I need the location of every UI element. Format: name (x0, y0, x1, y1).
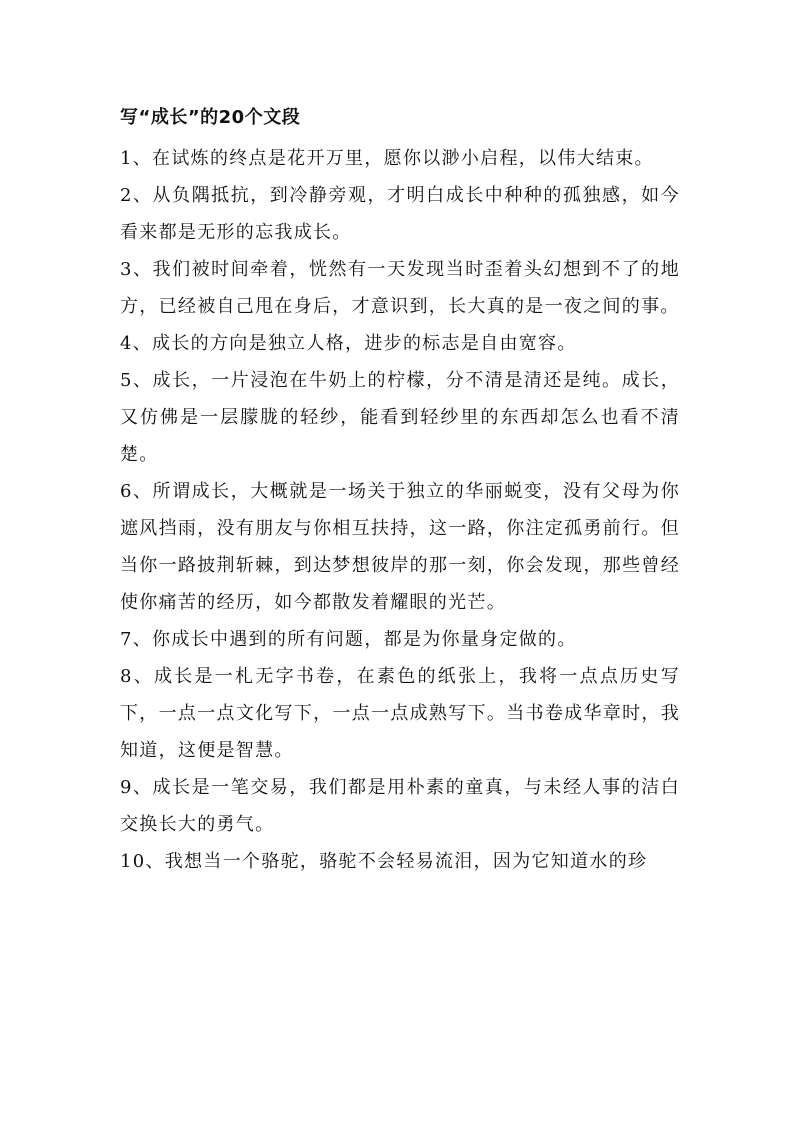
paragraph-4: 4、成长的方向是独立人格，进步的标志是自由宽容。 (120, 333, 577, 354)
paragraph-3: 3、我们被时间牵着，恍然有一天发现当时歪着头幻想到不了的地方，已经被自己甩在身后，才意识到，长大真的是一夜之间的事。 (120, 259, 680, 317)
paragraph-1: 1、在试炼的终点是花开万里，愿你以渺小启程，以伟大结束。 (120, 148, 654, 169)
document-page (120, 100, 680, 880)
paragraph-8: 8、成长是一札无字书卷，在素色的纸张上，我将一点点历史写下，一点一点文化写下，一点一点成熟写下。当书卷成华章时，我知道，这便是智慧。 (120, 666, 680, 761)
paragraph-10: 10、我想当一个骆驼，骆驼不会轻易流泪，因为它知道水的珍 (120, 851, 648, 872)
paragraph-2: 2、从负隅抵抗，到冷静旁观，才明白成长中种种的孤独感，如今看来都是无形的忘我成长。 (120, 185, 680, 243)
paragraph-7: 7、你成长中遇到的所有问题，都是为你量身定做的。 (120, 629, 577, 650)
paragraph-6: 6、所谓成长，大概就是一场关于独立的华丽蜕变，没有父母为你遮风挡雨，没有朋友与你相互扶持，这一路，你注定孤勇前行。但当你一路披荆斩棘，到达梦想彼岸的那一刻，你会发现，那些曾经使你痛苦的经历，如今都散发着耀眼的光芒。 (120, 481, 680, 613)
document-title: 写“成长”的20个文段 (120, 107, 301, 128)
paragraph-9: 9、成长是一笔交易，我们都是用朴素的童真，与未经人事的洁白交换长大的勇气。 (120, 777, 680, 835)
paragraph-5: 5、成长，一片浸泡在牛奶上的柠檬，分不清是清还是纯。成长，又仿佛是一层朦胧的轻纱，能看到轻纱里的东西却怎么也看不清楚。 (120, 370, 680, 465)
